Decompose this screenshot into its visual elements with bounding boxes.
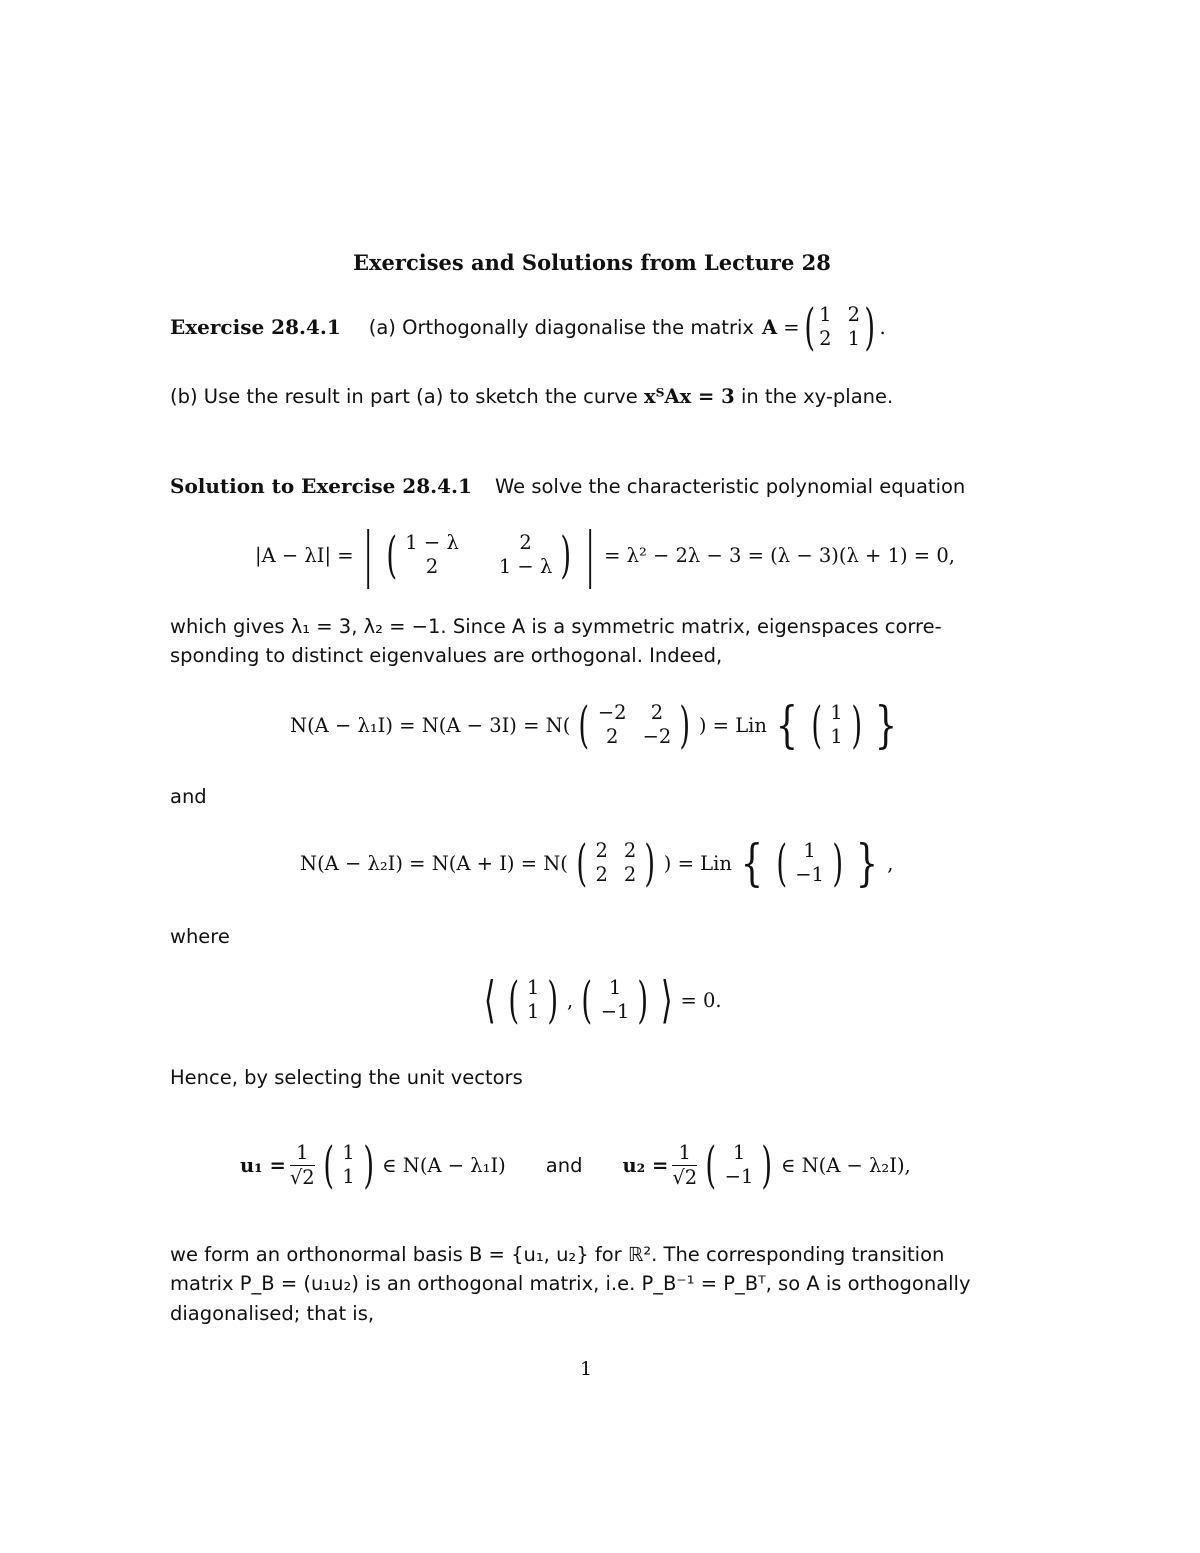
solution-intro: We solve the characteristic polynomial equation [494,475,966,498]
text-and: and [170,785,207,808]
inner-product: ⟨ ( 1 1 ) , ( 1 −1 ) ⟩ = 0. [483,971,722,1029]
solution-header [170,474,965,498]
basis-line-1: we form an orthonormal basis B = {u₁, u₂} for ℝ². The corresponding transition [170,1243,945,1266]
characteristic-equation: |A − λI| = | ( 1 − λ 2 2 1 − λ ) | = λ² − 2λ − 3 = (λ − 3)(λ + 1) = 0, [255,520,955,590]
null-space-2: N(A − λ₂I) = N(A + I) = N( ( 2 2 2 2 ) ) = Lin { ( 1 −1 ) } , [300,834,894,892]
solution-line-1: which gives λ₁ = 3, λ₂ = −1. Since A is a symmetric matrix, eigenspaces corre- [170,615,942,638]
exercise-label: Exercise 28.4.1 [170,315,341,339]
exercise-part-a: Exercise 28.4.1 (a) Orthogonally diagonalise the matrix A = ( 1 2 2 1 ) . [170,298,886,356]
exercise-part-b: (b) Use the result in part (a) to sketch the curve xᵀAx = 3 in the xy-plane. [170,385,894,408]
page-title: Exercises and Solutions from Lecture 28 [353,250,831,275]
u2-fraction: $\frac{1}{√2}$ [672,1141,698,1189]
inner-vector-1: 1 1 [527,975,540,1023]
basis-line-3: diagonalised; that is, [170,1302,375,1325]
u2-label: u₂ = [622,1153,669,1177]
u1-fraction: $\frac{1}{√2}$ [289,1141,315,1189]
text-where: where [170,925,230,948]
characteristic-matrix: 1 − λ 2 2 1 − λ [405,530,553,578]
null-space-1: N(A − λ₁I) = N(A − 3I) = N( ( −2 2 2 −2 ) ) = Lin { ( 1 1 ) } [290,696,898,754]
solution-line-2: sponding to distinct eigenvalues are orthogonal. Indeed, [170,644,723,667]
ns2-matrix: 2 2 2 2 [595,838,637,886]
unit-vectors: u₁ = $\frac{1}{√2}$ ( 1 1 ) ∈ N(A − λ₁I) and u₂ = $\frac{1}{√2}$ ( 1 −1 ) ∈ N(A − λ₂I), [240,1136,911,1194]
ns1-matrix: −2 2 2 −2 [597,700,672,748]
solution-label: Solution to Exercise 28.4.1 [170,474,472,498]
exercise-part-a-text: (a) Orthogonally diagonalise the matrix [368,315,754,339]
ns1-vector: 1 1 [830,700,843,748]
ns2-vector: 1 −1 [795,838,824,886]
page-number: 1 [580,1358,593,1380]
text-hence: Hence, by selecting the unit vectors [170,1066,523,1089]
matrix-a: 1 2 2 1 [819,302,860,350]
inner-vector-2: 1 −1 [600,975,630,1023]
u1-label: u₁ = [240,1153,286,1177]
part-b-equation: xᵀAx = 3 [644,385,735,408]
basis-line-2: matrix P_B = (u₁u₂) is an orthogonal matrix, i.e. P_B⁻¹ = P_Bᵀ, so A is orthogonally [170,1272,971,1295]
matrix-name: A [761,315,778,339]
